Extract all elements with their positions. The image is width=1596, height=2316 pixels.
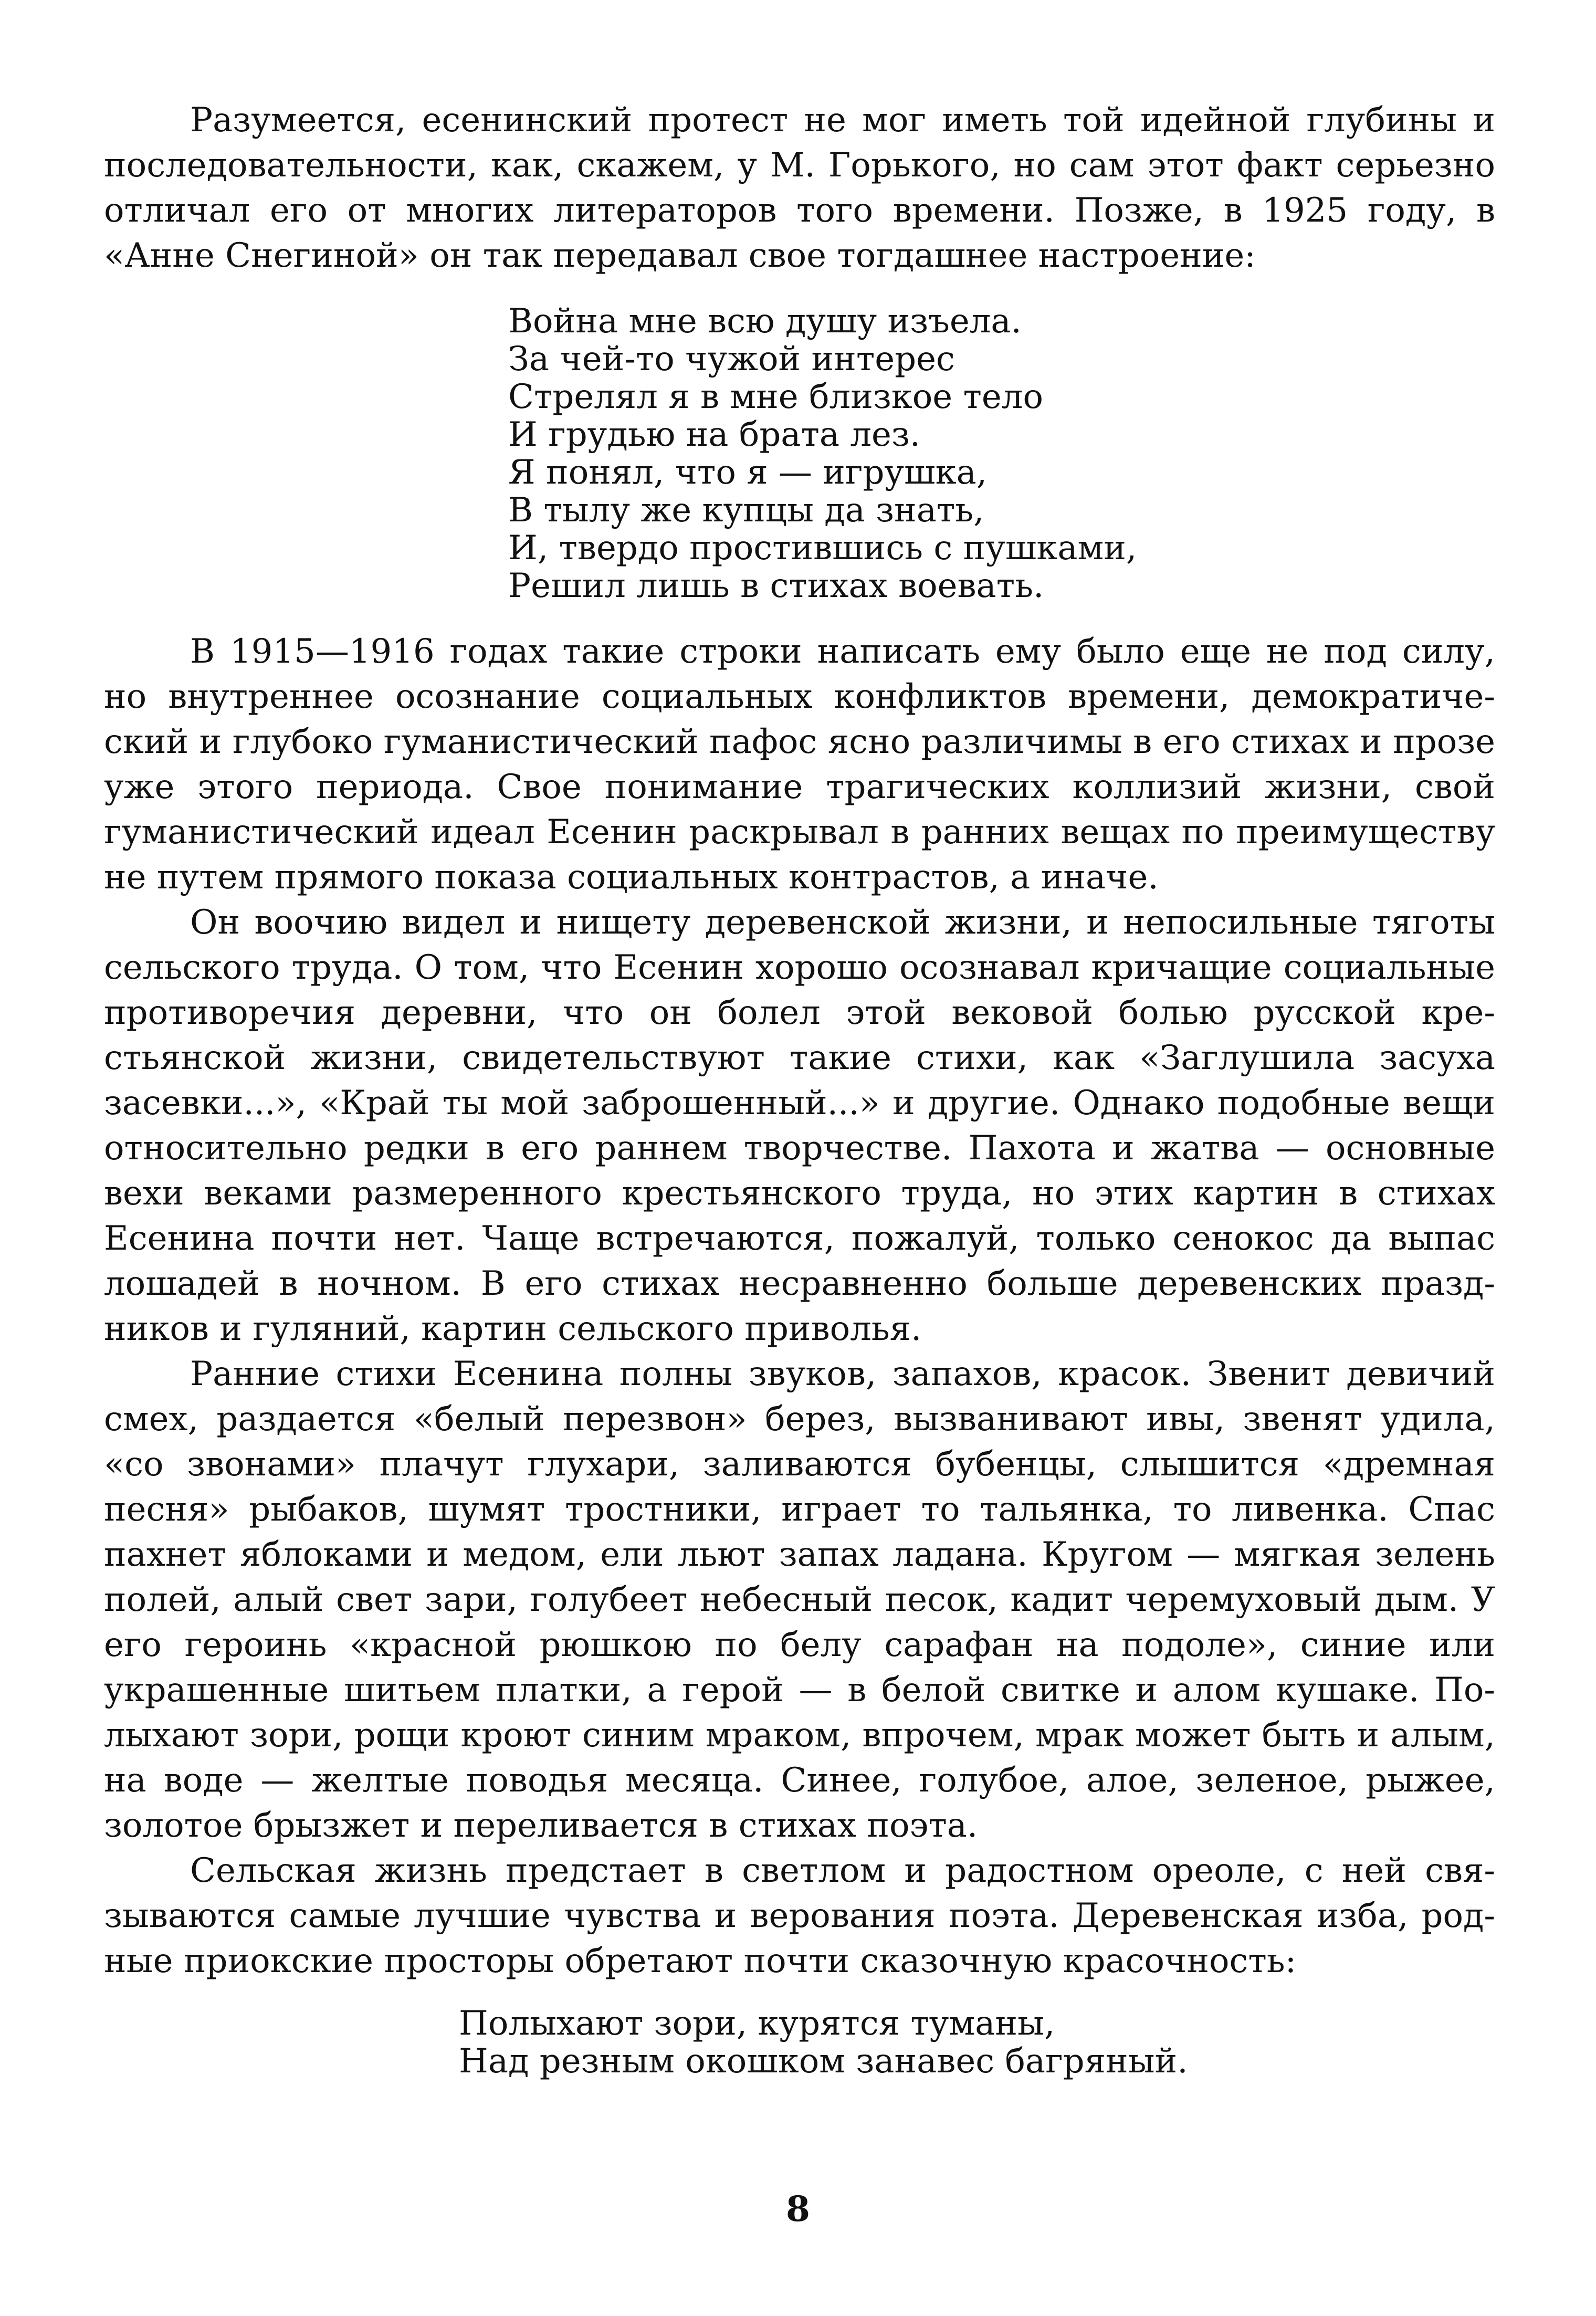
verse-line: Решил лишь в стихах воевать. [508,567,1044,605]
paragraph-1915-1916: В 1915—1916 годах такие строки написать ему было еще не под силу, но внутреннее осознание социальных конфликтов времени, демократический и глубоко гуманистический пафос ясно различимы в его стихах и прозе уже этого периода. Свое понимание трагических коллизий жизни, свой гуманистический идеал Есенин раскрывал в ранних вещах по преимуществу не путем прямого показа социальных контрастов, а иначе. [104,632,1495,897]
verse-line: В тылу же купцы да знать, [508,491,984,530]
poem-quote-anna-snegina [508,302,1495,605]
book-page [104,98,1495,2080]
verse-line: Над резным окошком занавес багряный. [459,2042,1188,2081]
verse-line: И, твердо простившись с пушками, [508,529,1137,568]
verse-line: Полыхают зори, курятся туманы, [459,2004,1055,2043]
paragraph-rural-life: Сельская жизнь предстает в светлом и радостном ореоле, с ней связываются самые лучшие чувства и верования поэта. Деревенская изба, родные приокские просторы обретают почти сказочную красочность: [104,1851,1495,1980]
verse-line: Я понял, что я — игрушка, [508,453,988,492]
paragraph-sounds-colors: Ранние стихи Есенина полны звуков, запахов, красок. Звенит девичий смех, раздается «белый перезвон» берез, вызванивают ивы, звенят удила, «со звонами» плачут глухари, заливаются бубенцы, слышится «дремная песня» рыбаков, шумят тростники, играет то тальянка, то ливенка. Спас пахнет яблоками и медом, ели льют запах ладана. Кругом — мягкая зелень полей, алый свет зари, голубеет небесный песок, кадит черемуховый дым. У его героинь «красной рюшкою по белу сарафан на подоле», синие или украшенные шитьем платки, а герой — в белой свитке и алом кушаке. Полыхают зори, рощи кроют синим мраком, впрочем, мрак может быть и алым, на воде — желтые поводья месяца. Синее, голубое, алое, зеленое, рыжее, золотое брызжет и переливается в стихах поэта. [104,1355,1495,1845]
verse-line: За чей-то чужой интерес [508,340,955,379]
verse-line: И грудью на брата лез. [508,415,921,454]
paragraph-intro: Разумеется, есенинский протест не мог иметь той идейной глубины и последовательности, как, скажем, у М. Горького, но сам этот факт серьезно отличал его от многих литераторов того времени. Позже, в 1925 году, в «Анне Снегиной» он так передавал свое тогдашнее настроение: [104,101,1495,275]
poem-quote-dawns [459,2005,1495,2080]
page-number: 8 [786,2188,810,2229]
verse-line: Стрелял я в мне близкое тело [508,378,1043,416]
paragraph-village-poverty: Он воочию видел и нищету деревенской жизни, и непосильные тяготы сельского труда. О том, что Есенин хорошо осознавал кричащие социальные противоречия деревни, что он болел этой вековой болью русской крестьянской жизни, свидетельствуют такие стихи, как «Заглушила засуха засевки...», «Край ты мой заброшенный...» и другие. Однако подобные вещи относительно редки в его раннем творчестве. Пахота и жатва — основные вехи веками размеренного крестьянского труда, но этих картин в стихах Есенина почти нет. Чаще встречаются, пожалуй, только сенокос да выпас лошадей в ночном. В его стихах несравненно больше деревенских праздников и гуляний, картин сельского приволья. [104,903,1495,1348]
verse-line: Война мне всю душу изъела. [508,302,1022,341]
